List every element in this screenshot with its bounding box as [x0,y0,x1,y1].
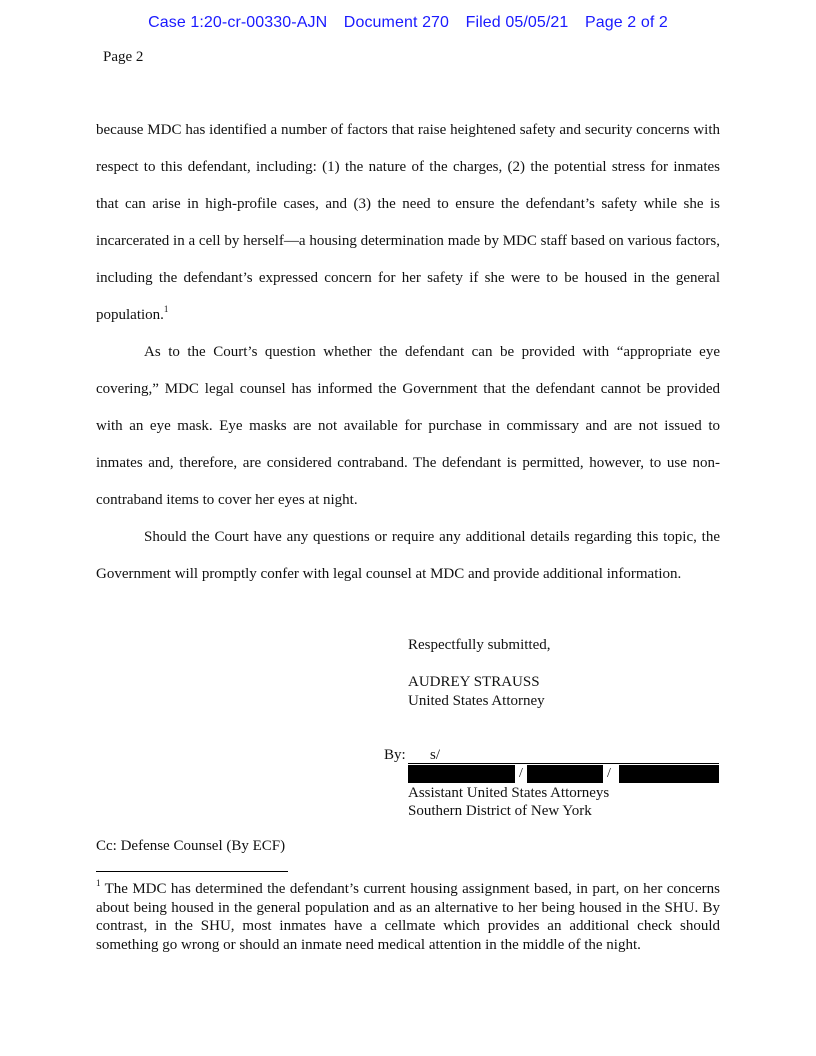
page-count: Page 2 of 2 [584,14,668,31]
name-separator: / [607,766,611,781]
footnote [96,880,720,954]
footnote-reference[interactable]: 1 [163,304,169,314]
filed-date: Filed 05/05/21 [465,14,569,31]
redaction-bar [619,765,719,783]
redaction-bar [527,765,603,783]
body-paragraph: Should the Court have any questions or require any additional details regarding this topic, the Government will promptly confer with legal counsel at MDC and provide additional information. [96,529,720,582]
by-label: By: [384,747,406,763]
signer-district: Southern District of New York [408,803,592,819]
paragraph-text: because MDC has identified a number of factors that raise heightened safety and security concerns with respect to this defendant, including: (1) the nature of the charges, (2) the potential stress for inmates that can arise in high-profile cases, and (3) the need to ensure the defendant’s safety while she is incarcerated in a cell by herself—a housing determination made by MDC staff based on various factors, including the defendant’s expressed concern for her safety if she were to be housed in the general population. [96,122,720,323]
closing: Respectfully submitted, [408,637,551,653]
footnote-text: The MDC has determined the defendant’s current housing assignment based, in part, on her concerns about being housed in the general population and as an alternative to her being housed in the SHU. By contrast, in the SHU, most inmates have a cellmate which provides an additional check should something go wrong or should an inmate need medical attention in the middle of the night. [96,881,721,953]
cc-line: Cc: Defense Counsel (By ECF) [96,838,286,854]
body-paragraph [96,112,720,334]
case-number: Case 1:20-cr-00330-AJN [148,14,328,31]
signature-line [408,763,719,764]
footnote-divider [96,871,288,872]
letter-body [96,112,720,593]
page-label: Page 2 [103,49,144,65]
signer-title: United States Attorney [408,693,545,709]
document-number: Document 270 [343,14,450,31]
redaction-bar [408,765,515,783]
footnote-number: 1 [96,878,101,888]
electronic-signature: s/ [430,747,441,763]
body-paragraph: As to the Court’s question whether the defendant can be provided with “appropriate eye covering,” MDC legal counsel has informed the Government that the defendant cannot be provided with an eye mask. Eye masks are not available for purchase in commissary and are not issued to inmates and, therefore, are considered contraband. The defendant is permitted, however, to use non-contraband items to cover her eyes at night. [96,344,720,508]
signer-role: Assistant United States Attorneys [408,785,610,801]
signer-name: AUDREY STRAUSS [408,674,540,690]
ecf-filing-header [0,14,816,32]
name-separator: / [519,766,523,781]
